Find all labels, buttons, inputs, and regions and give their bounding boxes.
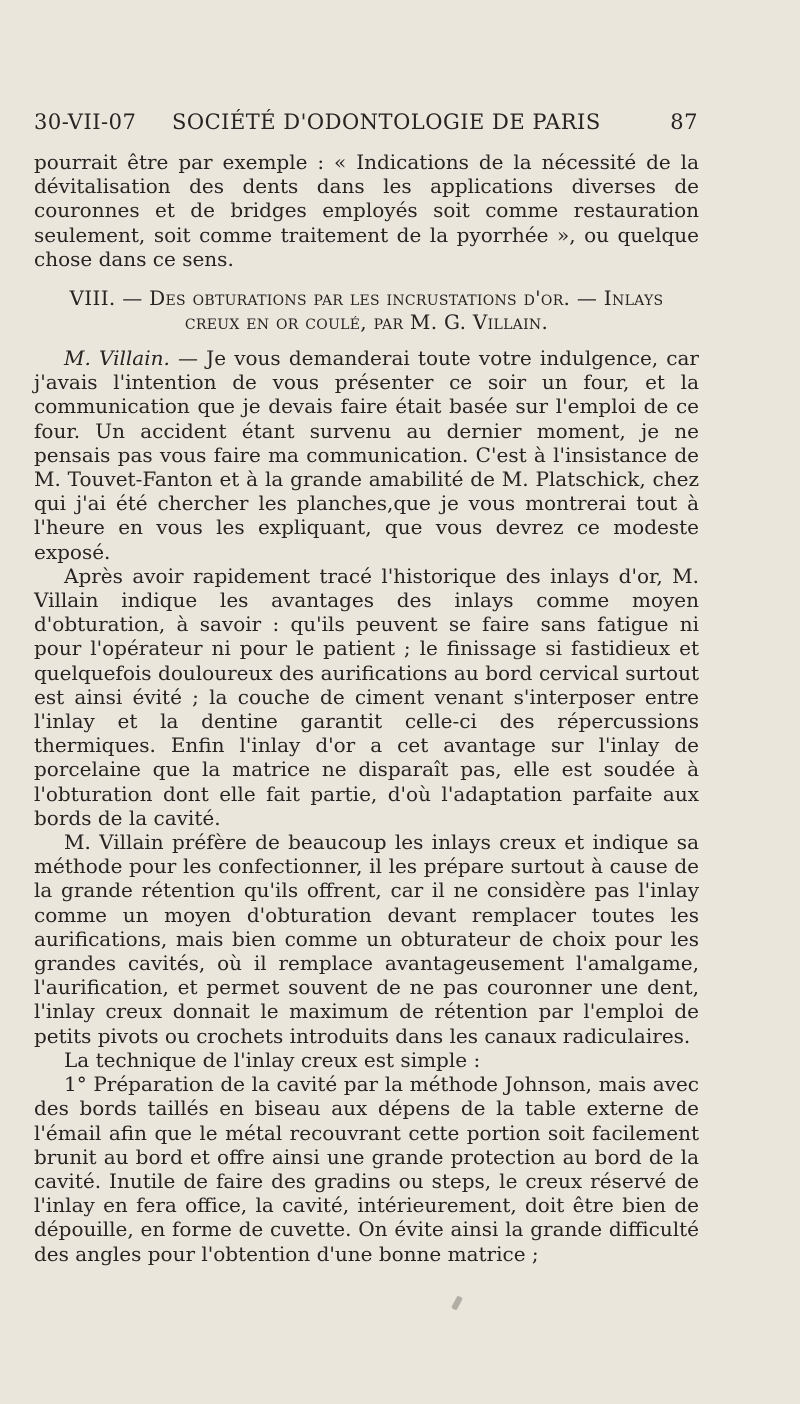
body-paragraph [34,346,699,564]
page-number: 87 [670,110,698,134]
section-number: VIII. — [69,286,150,310]
section-heading [34,286,699,334]
section-title-line-1: Des obturations par les incrustations d'or. — Inlays [149,286,664,310]
body-text [34,346,699,1266]
header-journal-title: SOCIÉTÉ D'ODONTOLOGIE DE PARIS [172,110,601,134]
intro-paragraph: pourrait être par exemple : « Indications de la nécessité de la dévitalisation des dents dans les applications diverses de couronnes et de bridges employés soit comme restauration seulement, soit comme traitement de la pyorrhée », ou quelque chose dans ce sens. [34,150,699,271]
paragraph-text: Après avoir rapidement tracé l'historique des inlays d'or, M. Villain indique les avantages des inlays comme moyen d'obturation, à savoir : qu'ils peuvent se faire sans fatigue ni pour l'opérateur ni pour le patient ; le finissage si fastidieux et quelquefois douloureux des aurifications au bord cervical surtout est ainsi évité ; la couche de ciment venant s'interposer entre l'inlay et la dentine garantit celle-ci des répercussions thermiques. Enfin l'inlay d'or a cet avantage sur l'inlay de porcelaine que la matrice ne disparaît pas, elle est soudée à l'obturation dont elle fait partie, d'où l'adaptation parfaite aux bords de la cavité. [34,563,699,830]
body-paragraph [34,1048,699,1072]
paragraph-text: La technique de l'inlay creux est simple : [64,1047,481,1072]
speaker-name: M. Villain. [64,346,170,370]
body-paragraph [34,830,699,1048]
paragraph-text: — Je vous demanderai toute votre indulgence, car j'avais l'intention de vous présenter ce soir un four, et la communication que je devais faire était basée sur l'emploi de ce four. Un accident étant survenu au dernier moment, je ne pensais pas vous faire ma communication. C'est à l'insistance de M. Touvet-Fanton et à la grande amabilité de M. Platschick, chez qui j'ai été chercher les planches,que je vous montrerai tout à l'heure en vous les expliquant, que vous devrez ce modeste exposé. [34,346,699,564]
paragraph-text: M. Villain préfère de beaucoup les inlays creux et indique sa méthode pour les confectionner, il les prépare surtout à cause de la grande rétention qu'ils offrent, car il ne considère pas l'inlay comme un moyen d'obturation devant remplacer toutes les aurifications, mais bien comme un obturateur de choix pour les grandes cavités, où il remplace avantageusement l'amalgame, l'aurification, et permet souvent de ne pas couronner une dent, l'inlay creux donnait le maximum de rétention par l'emploi de petits pivots ou crochets introduits dans les canaux radiculaires. [34,830,699,1048]
intro-paragraph-block [34,150,699,271]
section-title-line-2: creux en or coulé, par M. G. Villain. [184,310,549,334]
body-paragraph [34,1072,699,1266]
section-heading-line-1 [34,286,699,310]
pencil-mark [451,1295,463,1310]
running-header [34,110,698,138]
header-date: 30-VII-07 [34,110,137,134]
body-paragraph [34,564,699,830]
paragraph-text: 1° Préparation de la cavité par la méthode Johnson, mais avec des bords taillés en biseau aux dépens de la table externe de l'émail afin que le métal recouvrant cette portion soit facilement brunit au bord et offre ainsi une grande protection au bord de la cavité. Inutile de faire des gradins ou steps, le creux réservé de l'inlay en fera office, la cavité, intérieurement, doit être bien de dépouille, en forme de cuvette. On évite ainsi la grande difficulté des angles pour l'obtention d'une bonne matrice ; [34,1072,699,1266]
